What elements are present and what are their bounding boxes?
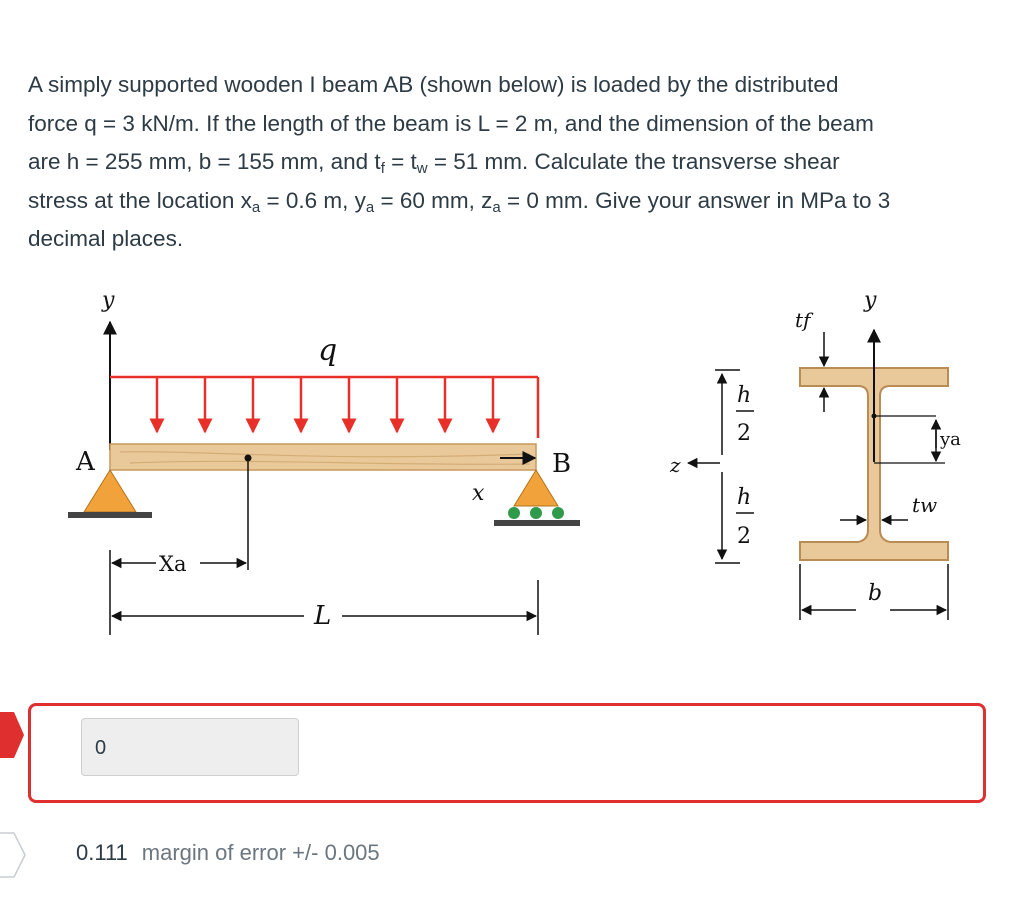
b-label: b <box>868 581 883 606</box>
roller-3 <box>552 507 564 519</box>
question-text <box>28 66 1003 259</box>
margin-of-error-label: margin of error +/- <box>141 840 319 865</box>
length-label: L <box>314 601 332 631</box>
beam-figure <box>60 280 990 640</box>
h-top-label: h <box>737 383 752 408</box>
wooden-beam <box>110 444 536 470</box>
question-line-4: stress at the location $x_a = 0.6$ m, $y_a = 60$ mm, $z_a = 0$ mm. Give your answer in MPa to 3 <box>28 187 891 216</box>
distributed-load <box>110 377 538 438</box>
roller-1 <box>508 507 520 519</box>
tw-label: tw <box>912 493 938 517</box>
ground-B <box>494 520 580 526</box>
ya-label: ya <box>940 429 961 450</box>
x-axis-label: x <box>472 481 485 506</box>
roller-2 <box>530 507 542 519</box>
question-line-2: force q = 3 kN/m. If the length of the beam is L = 2 m, and the dimension of the beam <box>28 110 874 136</box>
question-line-1: A simply supported wooden I beam AB (shown below) is loaded by the distributed <box>28 72 839 97</box>
h-bottom-label: h <box>737 485 752 510</box>
question-line-5: decimal places. <box>28 226 184 251</box>
beam-diagram <box>60 280 990 640</box>
correct-answer-value: 0.111 <box>76 840 128 865</box>
two-top-label: 2 <box>737 421 751 446</box>
answer-input[interactable]: 0 <box>81 718 299 776</box>
incorrect-flag-icon <box>0 712 24 758</box>
y-axis-right-label: y <box>864 288 877 313</box>
correct-answer-flag-icon <box>0 832 26 878</box>
correct-answer-row <box>76 840 380 866</box>
answer-box <box>28 703 986 803</box>
two-bottom-label: 2 <box>737 524 751 549</box>
xa-label: Xa <box>159 552 187 576</box>
label-A: A <box>76 447 95 477</box>
ground-A <box>68 512 152 518</box>
question-line-3: are h = 255 mm, b = 155 mm, and $t_f = t_w = 51$ mm. Calculate the transverse shear <box>28 149 840 177</box>
y-axis-left-label: y <box>102 288 115 313</box>
tf-label: tf <box>795 308 811 332</box>
label-B: B <box>552 449 572 479</box>
margin-of-error-value: 0.005 <box>324 840 380 865</box>
z-axis-label: z <box>670 453 681 477</box>
load-label: q <box>318 333 338 368</box>
